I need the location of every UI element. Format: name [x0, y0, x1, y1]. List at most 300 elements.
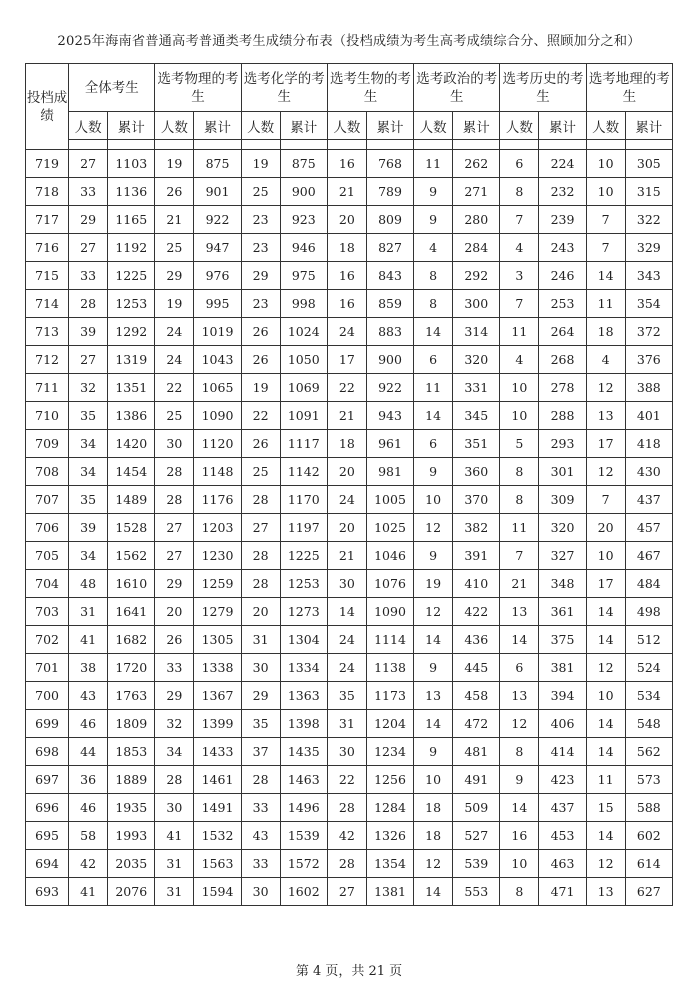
table-cell: 27 [155, 514, 194, 542]
table-cell: 463 [539, 850, 586, 878]
table-cell: 16 [500, 822, 539, 850]
table-cell: 27 [327, 878, 366, 906]
table-row [26, 570, 673, 598]
score-cell: 702 [26, 626, 69, 654]
score-cell: 719 [26, 150, 69, 178]
table-cell: 14 [586, 626, 625, 654]
header-spacer-cell [241, 140, 280, 150]
table-row [26, 850, 673, 878]
table-cell: 320 [453, 346, 500, 374]
table-cell: 1273 [280, 598, 327, 626]
table-cell: 14 [586, 710, 625, 738]
table-cell: 2035 [108, 850, 155, 878]
subheader-cumulative: 累计 [194, 112, 241, 140]
table-cell: 875 [280, 150, 327, 178]
table-cell: 394 [539, 682, 586, 710]
table-cell: 19 [155, 150, 194, 178]
header-spacer-cell [366, 140, 413, 150]
header-spacer-cell [327, 140, 366, 150]
table-cell: 467 [625, 542, 672, 570]
table-cell: 1539 [280, 822, 327, 850]
table-cell: 26 [155, 178, 194, 206]
score-cell: 704 [26, 570, 69, 598]
table-cell: 30 [241, 878, 280, 906]
table-cell: 1420 [108, 430, 155, 458]
table-cell: 12 [414, 514, 453, 542]
table-cell: 1192 [108, 234, 155, 262]
header-spacer-cell [194, 140, 241, 150]
table-cell: 22 [155, 374, 194, 402]
table-cell: 12 [586, 374, 625, 402]
table-cell: 1399 [194, 710, 241, 738]
table-cell: 539 [453, 850, 500, 878]
table-cell: 9 [414, 738, 453, 766]
table-cell: 1935 [108, 794, 155, 822]
table-cell: 36 [69, 766, 108, 794]
header-spacer-cell [500, 140, 539, 150]
table-cell: 5 [500, 430, 539, 458]
table-cell: 28 [155, 486, 194, 514]
table-cell: 859 [366, 290, 413, 318]
table-cell: 8 [414, 262, 453, 290]
table-cell: 17 [586, 570, 625, 598]
table-cell: 21 [500, 570, 539, 598]
table-cell: 43 [69, 682, 108, 710]
table-cell: 8 [500, 738, 539, 766]
subheader-count: 人数 [241, 112, 280, 140]
table-cell: 1463 [280, 766, 327, 794]
score-cell: 701 [26, 654, 69, 682]
table-cell: 6 [500, 654, 539, 682]
table-cell: 28 [69, 290, 108, 318]
table-cell: 875 [194, 150, 241, 178]
table-cell: 10 [414, 766, 453, 794]
table-cell: 12 [500, 710, 539, 738]
table-cell: 14 [414, 402, 453, 430]
table-cell: 314 [453, 318, 500, 346]
table-cell: 534 [625, 682, 672, 710]
table-cell: 471 [539, 878, 586, 906]
score-cell: 717 [26, 206, 69, 234]
table-cell: 8 [500, 486, 539, 514]
table-cell: 21 [327, 178, 366, 206]
table-cell: 1203 [194, 514, 241, 542]
table-cell: 1142 [280, 458, 327, 486]
table-cell: 491 [453, 766, 500, 794]
table-cell: 1024 [280, 318, 327, 346]
table-cell: 943 [366, 402, 413, 430]
table-cell: 809 [366, 206, 413, 234]
table-cell: 29 [241, 682, 280, 710]
group-header-biology: 选考生物的考生 [327, 64, 413, 112]
table-cell: 843 [366, 262, 413, 290]
table-cell: 13 [586, 878, 625, 906]
subheader-cumulative: 累计 [453, 112, 500, 140]
table-cell: 25 [241, 458, 280, 486]
table-cell: 11 [500, 318, 539, 346]
score-cell: 709 [26, 430, 69, 458]
score-cell: 711 [26, 374, 69, 402]
table-row [26, 794, 673, 822]
table-cell: 271 [453, 178, 500, 206]
table-cell: 41 [69, 878, 108, 906]
table-cell: 14 [586, 738, 625, 766]
table-cell: 1043 [194, 346, 241, 374]
table-cell: 28 [241, 766, 280, 794]
table-cell: 278 [539, 374, 586, 402]
table-row [26, 766, 673, 794]
table-cell: 401 [625, 402, 672, 430]
table-cell: 21 [327, 542, 366, 570]
table-cell: 1176 [194, 486, 241, 514]
table-cell: 1334 [280, 654, 327, 682]
table-cell: 280 [453, 206, 500, 234]
table-cell: 322 [625, 206, 672, 234]
table-cell: 23 [241, 290, 280, 318]
table-cell: 512 [625, 626, 672, 654]
table-cell: 7 [586, 486, 625, 514]
table-cell: 35 [241, 710, 280, 738]
table-cell: 9 [414, 178, 453, 206]
table-cell: 20 [327, 514, 366, 542]
table-cell: 573 [625, 766, 672, 794]
table-cell: 28 [327, 794, 366, 822]
table-cell: 975 [280, 262, 327, 290]
table-cell: 423 [539, 766, 586, 794]
table-cell: 31 [241, 626, 280, 654]
header-spacer-cell [586, 140, 625, 150]
table-cell: 1091 [280, 402, 327, 430]
table-cell: 1386 [108, 402, 155, 430]
table-cell: 12 [586, 654, 625, 682]
table-cell: 375 [539, 626, 586, 654]
table-cell: 16 [327, 262, 366, 290]
table-cell: 1594 [194, 878, 241, 906]
table-cell: 1363 [280, 682, 327, 710]
score-cell: 707 [26, 486, 69, 514]
score-cell: 696 [26, 794, 69, 822]
table-cell: 1230 [194, 542, 241, 570]
score-cell: 698 [26, 738, 69, 766]
subheader-count: 人数 [69, 112, 108, 140]
score-cell: 703 [26, 598, 69, 626]
table-cell: 481 [453, 738, 500, 766]
table-cell: 17 [586, 430, 625, 458]
header-spacer-cell [69, 140, 108, 150]
table-cell: 31 [155, 850, 194, 878]
subheader-cumulative: 累计 [366, 112, 413, 140]
table-cell: 24 [155, 346, 194, 374]
table-cell: 345 [453, 402, 500, 430]
table-cell: 19 [414, 570, 453, 598]
table-cell: 901 [194, 178, 241, 206]
table-cell: 6 [414, 430, 453, 458]
table-cell: 1259 [194, 570, 241, 598]
table-cell: 12 [586, 850, 625, 878]
table-cell: 28 [327, 850, 366, 878]
group-header-history: 选考历史的考生 [500, 64, 586, 112]
table-cell: 7 [500, 290, 539, 318]
header-spacer-cell [539, 140, 586, 150]
table-cell: 4 [586, 346, 625, 374]
table-cell: 11 [414, 374, 453, 402]
table-cell: 10 [414, 486, 453, 514]
table-cell: 30 [327, 738, 366, 766]
table-cell: 527 [453, 822, 500, 850]
table-row [26, 514, 673, 542]
table-cell: 947 [194, 234, 241, 262]
table-cell: 25 [155, 234, 194, 262]
table-cell: 1562 [108, 542, 155, 570]
table-cell: 1065 [194, 374, 241, 402]
table-row [26, 290, 673, 318]
table-cell: 44 [69, 738, 108, 766]
table-cell: 14 [586, 262, 625, 290]
table-cell: 10 [586, 150, 625, 178]
table-cell: 1148 [194, 458, 241, 486]
table-cell: 883 [366, 318, 413, 346]
table-cell: 1641 [108, 598, 155, 626]
table-cell: 1005 [366, 486, 413, 514]
table-cell: 18 [327, 430, 366, 458]
table-cell: 1454 [108, 458, 155, 486]
table-cell: 21 [327, 402, 366, 430]
header-spacer-cell [108, 140, 155, 150]
table-cell: 39 [69, 318, 108, 346]
table-cell: 614 [625, 850, 672, 878]
table-cell: 376 [625, 346, 672, 374]
table-cell: 14 [500, 794, 539, 822]
table-cell: 8 [414, 290, 453, 318]
table-cell: 262 [453, 150, 500, 178]
table-cell: 391 [453, 542, 500, 570]
table-cell: 11 [414, 150, 453, 178]
table-cell: 301 [539, 458, 586, 486]
table-cell: 3 [500, 262, 539, 290]
table-cell: 309 [539, 486, 586, 514]
table-cell: 24 [327, 318, 366, 346]
table-cell: 13 [414, 682, 453, 710]
table-cell: 29 [241, 262, 280, 290]
table-cell: 998 [280, 290, 327, 318]
table-cell: 1319 [108, 346, 155, 374]
table-cell: 8 [500, 878, 539, 906]
table-cell: 1120 [194, 430, 241, 458]
subheader-count: 人数 [500, 112, 539, 140]
table-row [26, 710, 673, 738]
table-cell: 14 [500, 626, 539, 654]
table-cell: 14 [414, 318, 453, 346]
table-cell: 1090 [366, 598, 413, 626]
table-row [26, 262, 673, 290]
table-cell: 25 [241, 178, 280, 206]
table-cell: 30 [155, 794, 194, 822]
table-cell: 15 [586, 794, 625, 822]
table-cell: 42 [327, 822, 366, 850]
subheader-count: 人数 [586, 112, 625, 140]
table-cell: 23 [241, 206, 280, 234]
page-title: 2025年海南省普通高考普通类考生成绩分布表（投档成绩为考生高考成绩综合分、照顾加分之和） [57, 34, 641, 49]
table-cell: 900 [280, 178, 327, 206]
table-cell: 12 [586, 458, 625, 486]
table-cell: 1351 [108, 374, 155, 402]
header-spacer-cell [453, 140, 500, 150]
table-cell: 1853 [108, 738, 155, 766]
score-cell: 712 [26, 346, 69, 374]
table-cell: 11 [586, 766, 625, 794]
table-cell: 12 [414, 850, 453, 878]
header-spacer-cell [414, 140, 453, 150]
table-row [26, 430, 673, 458]
table-cell: 8 [500, 178, 539, 206]
table-cell: 20 [241, 598, 280, 626]
table-cell: 31 [69, 598, 108, 626]
table-cell: 923 [280, 206, 327, 234]
score-cell: 716 [26, 234, 69, 262]
table-cell: 27 [69, 150, 108, 178]
table-cell: 406 [539, 710, 586, 738]
table-cell: 12 [414, 598, 453, 626]
table-cell: 437 [539, 794, 586, 822]
table-cell: 43 [241, 822, 280, 850]
table-cell: 329 [625, 234, 672, 262]
page-footer: 第 4 页，共 21 页 [295, 964, 403, 979]
table-row [26, 738, 673, 766]
table-cell: 18 [586, 318, 625, 346]
table-cell: 1572 [280, 850, 327, 878]
table-cell: 35 [69, 402, 108, 430]
table-cell: 602 [625, 822, 672, 850]
table-cell: 1489 [108, 486, 155, 514]
table-cell: 1069 [280, 374, 327, 402]
table-cell: 41 [69, 626, 108, 654]
table-cell: 10 [500, 850, 539, 878]
table-cell: 7 [586, 234, 625, 262]
table-cell: 232 [539, 178, 586, 206]
group-header-physics: 选考物理的考生 [155, 64, 241, 112]
table-cell: 30 [327, 570, 366, 598]
table-cell: 1050 [280, 346, 327, 374]
table-cell: 922 [194, 206, 241, 234]
table-row [26, 682, 673, 710]
table-cell: 588 [625, 794, 672, 822]
table-cell: 46 [69, 794, 108, 822]
table-cell: 42 [69, 850, 108, 878]
table-cell: 28 [155, 458, 194, 486]
table-cell: 4 [414, 234, 453, 262]
table-cell: 524 [625, 654, 672, 682]
table-cell: 1136 [108, 178, 155, 206]
table-cell: 2076 [108, 878, 155, 906]
table-cell: 827 [366, 234, 413, 262]
table-cell: 20 [327, 458, 366, 486]
table-cell: 430 [625, 458, 672, 486]
table-cell: 382 [453, 514, 500, 542]
table-cell: 320 [539, 514, 586, 542]
table-cell: 961 [366, 430, 413, 458]
score-cell: 708 [26, 458, 69, 486]
table-cell: 789 [366, 178, 413, 206]
table-cell: 1279 [194, 598, 241, 626]
table-row [26, 150, 673, 178]
header-spacer-cell [155, 140, 194, 150]
group-header-chemistry: 选考化学的考生 [241, 64, 327, 112]
table-cell: 354 [625, 290, 672, 318]
table-cell: 24 [327, 486, 366, 514]
table-cell: 13 [586, 402, 625, 430]
score-cell: 714 [26, 290, 69, 318]
table-cell: 562 [625, 738, 672, 766]
table-row [26, 542, 673, 570]
table-row [26, 626, 673, 654]
table-cell: 1019 [194, 318, 241, 346]
table-cell: 6 [500, 150, 539, 178]
table-cell: 315 [625, 178, 672, 206]
subheader-count: 人数 [327, 112, 366, 140]
table-cell: 22 [327, 374, 366, 402]
score-cell: 699 [26, 710, 69, 738]
score-cell: 713 [26, 318, 69, 346]
table-cell: 29 [155, 262, 194, 290]
table-cell: 14 [586, 598, 625, 626]
header-spacer-cell [625, 140, 672, 150]
table-row [26, 318, 673, 346]
table-cell: 24 [327, 626, 366, 654]
table-cell: 21 [155, 206, 194, 234]
table-cell: 1763 [108, 682, 155, 710]
table-cell: 29 [69, 206, 108, 234]
table-cell: 1253 [108, 290, 155, 318]
table-cell: 414 [539, 738, 586, 766]
table-row [26, 654, 673, 682]
table-cell: 458 [453, 682, 500, 710]
table-cell: 18 [327, 234, 366, 262]
table-cell: 1435 [280, 738, 327, 766]
table-cell: 1889 [108, 766, 155, 794]
table-cell: 1354 [366, 850, 413, 878]
table-cell: 548 [625, 710, 672, 738]
table-cell: 1090 [194, 402, 241, 430]
table-cell: 1398 [280, 710, 327, 738]
table-cell: 14 [586, 822, 625, 850]
table-cell: 436 [453, 626, 500, 654]
table-cell: 922 [366, 374, 413, 402]
group-header-all: 全体考生 [69, 64, 155, 112]
table-cell: 1046 [366, 542, 413, 570]
table-cell: 381 [539, 654, 586, 682]
table-cell: 19 [241, 150, 280, 178]
table-cell: 26 [241, 430, 280, 458]
table-cell: 35 [69, 486, 108, 514]
table-cell: 31 [327, 710, 366, 738]
table-cell: 33 [69, 262, 108, 290]
table-cell: 4 [500, 346, 539, 374]
score-cell: 694 [26, 850, 69, 878]
table-cell: 27 [155, 542, 194, 570]
table-cell: 1809 [108, 710, 155, 738]
table-cell: 10 [586, 542, 625, 570]
table-cell: 1114 [366, 626, 413, 654]
table-cell: 410 [453, 570, 500, 598]
table-cell: 9 [414, 542, 453, 570]
table-cell: 10 [586, 682, 625, 710]
table-cell: 33 [241, 850, 280, 878]
table-cell: 343 [625, 262, 672, 290]
table-cell: 28 [241, 542, 280, 570]
score-cell: 693 [26, 878, 69, 906]
table-cell: 1234 [366, 738, 413, 766]
table-cell: 9 [500, 766, 539, 794]
